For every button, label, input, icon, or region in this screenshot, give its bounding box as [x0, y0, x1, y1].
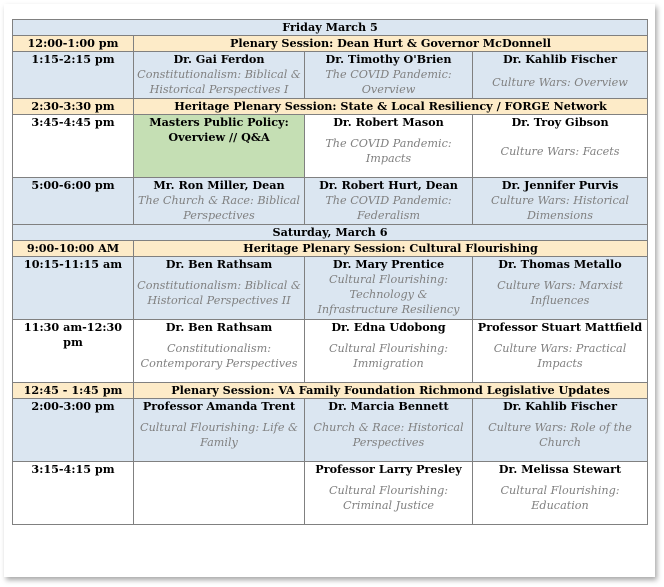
speaker-name: Dr. Timothy O'Brien — [325, 52, 452, 66]
session-cell — [473, 399, 648, 462]
session-topic: Culture Wars: Overview — [492, 76, 628, 89]
session-cell — [473, 462, 648, 525]
time-cell: 12:45 - 1:45 pm — [13, 383, 134, 399]
speaker-name: Dr. Kahlib Fischer — [502, 52, 618, 66]
session-cell — [134, 257, 305, 320]
day-header: Friday March 5 — [13, 20, 648, 36]
session-cell — [473, 115, 648, 178]
plenary-row — [13, 383, 648, 399]
speaker-name: Dr. Marcia Bennett — [328, 399, 449, 413]
speaker-name: Dr. Robert Hurt, Dean — [319, 178, 458, 192]
time-cell: 3:15-4:15 pm — [13, 462, 134, 525]
session-cell — [305, 320, 473, 383]
speaker-name: Dr. Kahlib Fischer — [502, 399, 618, 413]
speaker-name: Professor Larry Presley — [315, 462, 462, 476]
time-cell: 10:15-11:15 am — [13, 257, 134, 320]
time-cell: 2:00-3:00 pm — [13, 399, 134, 462]
session-row — [13, 257, 648, 320]
session-cell — [305, 115, 473, 178]
session-topic: Culture Wars: Historical Dimensions — [491, 194, 629, 222]
session-topic: The Church & Race: Biblical Perspectives — [138, 194, 300, 222]
time-cell: 1:15-2:15 pm — [13, 52, 134, 99]
time-cell: 11:30 am-12:30 pm — [13, 320, 134, 383]
plenary-title: Plenary Session: Dean Hurt & Governor McDonnell — [134, 36, 648, 52]
session-topic: Cultural Flourishing: Life & Family — [140, 421, 298, 449]
session-cell — [134, 52, 305, 99]
session-row — [13, 399, 648, 462]
session-row — [13, 52, 648, 99]
session-cell — [305, 462, 473, 525]
session-row — [13, 320, 648, 383]
day-header-row — [13, 20, 648, 36]
session-topic: Constitutionalism: Biblical & Historical Perspectives II — [137, 279, 301, 307]
session-cell — [305, 399, 473, 462]
session-cell — [134, 320, 305, 383]
speaker-name: Dr. Troy Gibson — [511, 115, 609, 129]
session-topic: Culture Wars: Practical Impacts — [493, 342, 627, 370]
speaker-name: Dr. Melissa Stewart — [498, 462, 622, 476]
speaker-name: Dr. Ben Rathsam — [165, 320, 273, 334]
session-topic: Culture Wars: Marxist Influences — [497, 279, 623, 307]
plenary-title: Heritage Plenary Session: Cultural Flourishing — [134, 241, 648, 257]
speaker-name: Dr. Edna Udobong — [331, 320, 446, 334]
speaker-name: Dr. Gai Ferdon — [173, 52, 265, 66]
plenary-row — [13, 99, 648, 115]
session-topic: Cultural Flourishing: Criminal Justice — [328, 484, 449, 512]
day-header-row — [13, 225, 648, 241]
session-cell — [134, 178, 305, 225]
time-cell: 2:30-3:30 pm — [13, 99, 134, 115]
session-topic: The COVID Pandemic: Overview — [325, 68, 452, 96]
session-cell — [473, 257, 648, 320]
plenary-title: Plenary Session: VA Family Foundation Richmond Legislative Updates — [134, 383, 648, 399]
speaker-name: Professor Stuart Mattfield — [477, 320, 643, 334]
empty-session-cell — [134, 462, 305, 525]
session-row — [13, 115, 648, 178]
time-cell: 5:00-6:00 pm — [13, 178, 134, 225]
session-topic: Cultural Flourishing: Education — [500, 484, 620, 512]
session-cell — [473, 178, 648, 225]
time-cell: 9:00-10:00 AM — [13, 241, 134, 257]
time-cell: 3:45-4:45 pm — [13, 115, 134, 178]
session-topic: Culture Wars: Role of the Church — [488, 421, 632, 449]
session-topic: Culture Wars: Facets — [500, 145, 620, 158]
schedule-table — [12, 19, 648, 525]
session-row — [13, 462, 648, 525]
time-cell: 12:00-1:00 pm — [13, 36, 134, 52]
speaker-name: Dr. Mary Prentice — [332, 257, 445, 271]
session-topic: The COVID Pandemic: Impacts — [325, 137, 452, 165]
session-cell — [134, 399, 305, 462]
session-topic: Cultural Flourishing: Technology & Infrastructure Resiliency — [317, 273, 460, 316]
speaker-name: Professor Amanda Trent — [142, 399, 296, 413]
session-topic: The COVID Pandemic: Federalism — [325, 194, 452, 222]
session-topic: Constitutionalism: Contemporary Perspectives — [140, 342, 298, 370]
speaker-name: Dr. Robert Mason — [333, 115, 444, 129]
day-header: Saturday, March 6 — [13, 225, 648, 241]
highlight-session-cell: Masters Public Policy: Overview // Q&A — [134, 115, 305, 178]
session-cell — [305, 257, 473, 320]
session-row — [13, 178, 648, 225]
plenary-title: Heritage Plenary Session: State & Local Resiliency / FORGE Network — [134, 99, 648, 115]
speaker-name: Dr. Ben Rathsam — [165, 257, 273, 271]
plenary-row — [13, 241, 648, 257]
schedule-frame — [4, 4, 655, 577]
session-cell — [473, 52, 648, 99]
speaker-name: Mr. Ron Miller, Dean — [153, 178, 285, 192]
session-cell — [305, 178, 473, 225]
plenary-row — [13, 36, 648, 52]
speaker-name: Dr. Jennifer Purvis — [501, 178, 619, 192]
session-topic: Church & Race: Historical Perspectives — [313, 421, 464, 449]
speaker-name: Dr. Thomas Metallo — [498, 257, 622, 271]
session-cell — [305, 52, 473, 99]
session-topic: Cultural Flourishing: Immigration — [328, 342, 449, 370]
session-topic: Constitutionalism: Biblical & Historical Perspectives I — [137, 68, 301, 96]
session-cell — [473, 320, 648, 383]
